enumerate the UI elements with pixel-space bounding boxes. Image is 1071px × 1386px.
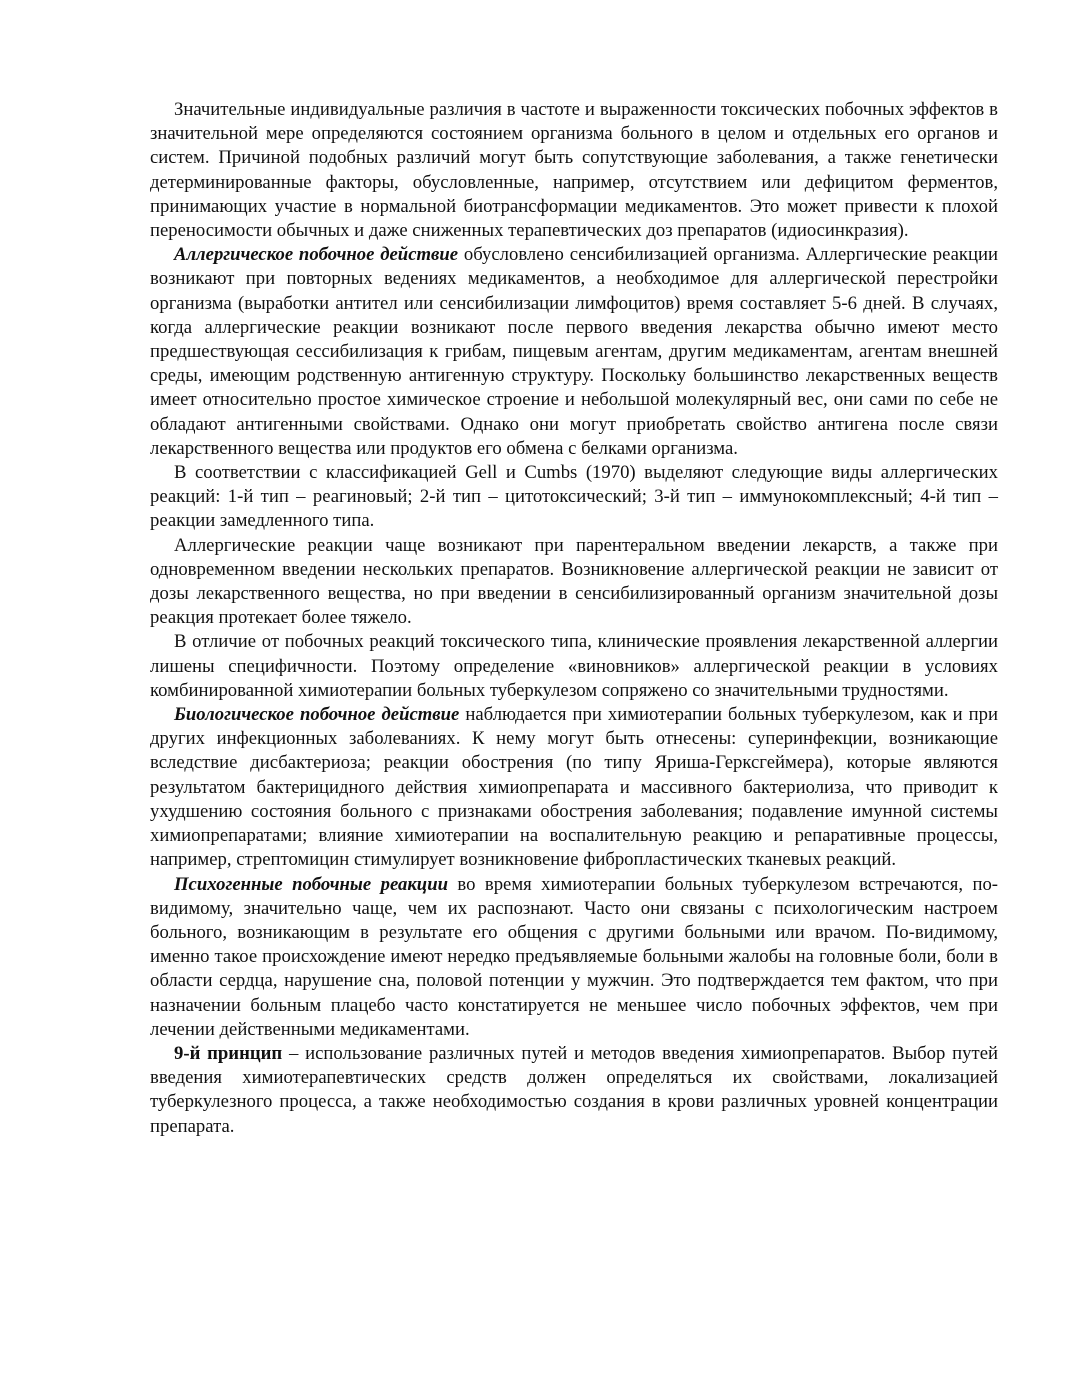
paragraph-text: Значительные индивидуальные различия в частоте и выраженности токсических побочных эффектов в значительной мере определяются состоянием организма больного в целом и отдельных его органов и систем. Причиной подобных различий могут быть сопутствующие заболевания, а также генетически детерминированные факторы, обусловленные, например, отсутствием или дефицитом ферментов, принимающих участие в нормальной биотрансформации медикаментов. Это может привести к плохой переносимости обычных и даже сниженных терапевтических доз препаратов (идиосинкразия). [150, 99, 998, 242]
paragraph-text: наблюдается при химиотерапии больных туберкулезом, как и при других инфекционных заболеваниях. К нему могут быть отнесены: суперинфекции, возникающие вследствие дисбактериоза; реакции обострения (по типу Яриша-Герксгеймера), которые являются результатом бактерицидного действия химиопрепарата и массивного бактериолиза, что приводит к ухудшению состояния больного с признаками обострения заболевания; подавление имунной системы химиопрепаратами; влияние химиотерапии на воспалительную реакцию и репаративные процессы, например, стрептомицин стимулирует возникновение фибропластических тканевых реакций. [150, 704, 998, 871]
paragraph-biological-effect [150, 703, 998, 872]
paragraph-lead-term: Биологическое побочное действие [174, 704, 460, 726]
paragraph-text: во время химиотерапии больных туберкулезом встречаются, по-видимому, значительно чаще, чем их распознают. Часто они связаны с психологическим настроем больного, возникающим в результате его общения с другими больными или врачом. По-видимому, именно такое происхождение имеют нередко предъявляемые больными жалобы на головные боли, боли в области сердца, нарушение сна, половой потенции у мужчин. Это подтверждается тем фактом, что при назначении больным плацебо часто констатируется не меньшее число побочных эффектов, чем при лечении действенными медикаментами. [150, 873, 999, 1040]
document-page [150, 98, 998, 1139]
paragraph-text: – использование различных путей и методов введения химиопрепаратов. Выбор путей введения химиотерапевтических средств должен определяться их свойствами, локализацией туберкулезного процесса, а также необходимостью создания в крови различных уровней концентрации препарата. [150, 1042, 998, 1137]
paragraph-text: Аллергические реакции чаще возникают при парентеральном введении лекарств, а также при одновременном введении нескольких препаратов. Возникновение аллергической реакции не зависит от дозы лекарственного вещества, но при введении в сенсибилизированный организм значительной дозы реакция протекает более тяжело. [150, 534, 998, 629]
paragraph-lead-term: Психогенные побочные реакции [174, 873, 448, 895]
paragraph-gell-cumbs-classification [150, 461, 998, 534]
paragraph-allergic-effect [150, 243, 998, 461]
paragraph-psychogenic-reactions [150, 873, 998, 1042]
paragraph-text: В соответствии с классификацией Gell и Cumbs (1970) выделяют следующие виды аллергических реакций: 1-й тип – реагиновый; 2-й тип – цитотоксический; 3-й тип – иммунокомплексный; 4-й тип – реакции замедленного типа. [150, 462, 998, 532]
paragraph-text: обусловлено сенсибилизацией организма. Аллергические реакции возникают при повторных ведениях медикаментов, а необходимое для аллергической перестройки организма (выработки антител или сенсибилизации лимфоцитов) время составляет 5-6 дней. В случаях, когда аллергические реакции возникают после первого введения лекарства обычно имеют место предшествующая сессибилизация к грибам, пищевым агентам, другим медикаментам, агентам внешней среды, имеющим родственную антигенную структуру. Поскольку большинство лекарственных веществ имеет относительно простое химическое строение и небольшой молекулярный вес, они сами по себе не обладают антигенными свойствами. Однако они могут приобретать свойство антигена после связи лекарственного вещества или продуктов его обмена с белками организма. [150, 244, 998, 459]
paragraph-toxic-effects [150, 98, 998, 243]
paragraph-text: В отличие от побочных реакций токсического типа, клинические проявления лекарственной аллергии лишены специфичности. Поэтому определение «виновников» аллергической реакции в условиях комбинированной химиотерапии больных туберкулезом сопряжено со значительными трудностями. [150, 631, 998, 701]
paragraph-allergy-specificity [150, 630, 998, 703]
paragraph-ninth-principle [150, 1042, 998, 1139]
paragraph-lead-term: 9-й принцип [174, 1042, 283, 1064]
paragraph-lead-term: Аллергическое побочное действие [174, 244, 459, 266]
paragraph-parenteral-allergy [150, 534, 998, 631]
